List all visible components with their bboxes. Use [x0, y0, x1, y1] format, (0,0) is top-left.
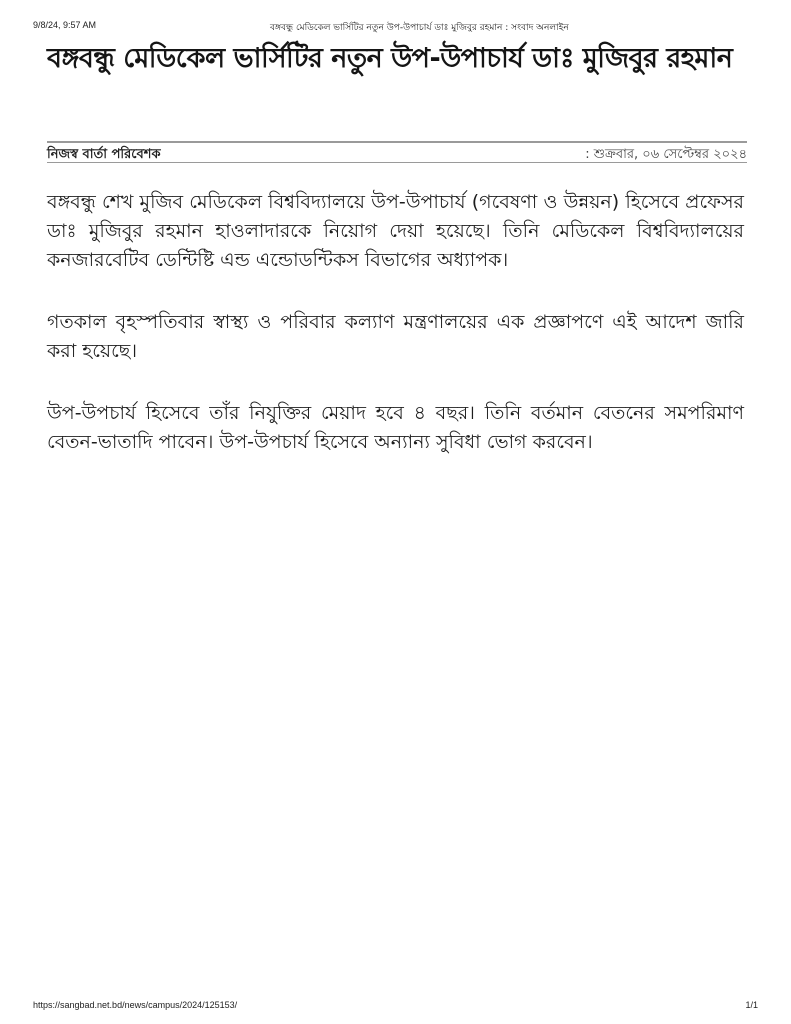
- article-body: [47, 188, 744, 490]
- print-footer: [33, 1000, 758, 1012]
- article-paragraph: গতকাল বৃহস্পতিবার স্বাস্থ্য ও পরিবার কল্যাণ মন্ত্রণালয়ের এক প্রজ্ঞাপণে এই আদেশ জারি করা হয়েছে।: [47, 311, 744, 362]
- article-paragraph: উপ-উপচার্য হিসেবে তাঁর নিযুক্তির মেয়াদ হবে ৪ বছর। তিনি বর্তমান বেতনের সমপরিমাণ বেতন-ভাতাদি পাবেন। উপ-উপচার্য হিসেবে অন্যান্য সুবিধা ভোগ করবেন।: [47, 402, 744, 453]
- print-header: [33, 20, 758, 34]
- print-page-title: বঙ্গবন্ধু মেডিকেল ভার্সিটির নতুন উপ-উপাচার্য ডাঃ মুজিবুর রহমান : সংবাদ অনলাইন: [270, 23, 569, 33]
- article: [47, 40, 747, 78]
- byline-bar: [47, 141, 747, 163]
- print-date: 9/8/24, 9:57 AM: [33, 20, 97, 30]
- article-paragraph: বঙ্গবন্ধু শেখ মুজিব মেডিকেল বিশ্ববিদ্যালয়ে উপ-উপাচার্য (গবেষণা ও উন্নয়ন) হিসেবে প্রফেসর ডাঃ মুজিবুর রহমান হাওলাদারকে নিয়োগ দেয়া হয়েছে। তিনি মেডিকেল বিশ্ববিদ্যালয়ের কনজারবেটিব ডেন্টিষ্টি এন্ড এন্ডোডন্টিকস বিভাগের অধ্যাপক।: [47, 191, 744, 271]
- page-number: 1/1: [745, 1000, 758, 1010]
- print-url: https://sangbad.net.bd/news/campus/2024/125153/: [33, 1000, 238, 1010]
- article-headline: বঙ্গবন্ধু মেডিকেল ভার্সিটির নতুন উপ-উপাচার্য ডাঃ মুজিবুর রহমান: [47, 43, 733, 74]
- reporter-name: নিজস্ব বার্তা পরিবেশক: [47, 147, 161, 162]
- publish-date: : শুক্রবার, ০৬ সেপ্টেম্বর ২০২৪: [585, 147, 747, 162]
